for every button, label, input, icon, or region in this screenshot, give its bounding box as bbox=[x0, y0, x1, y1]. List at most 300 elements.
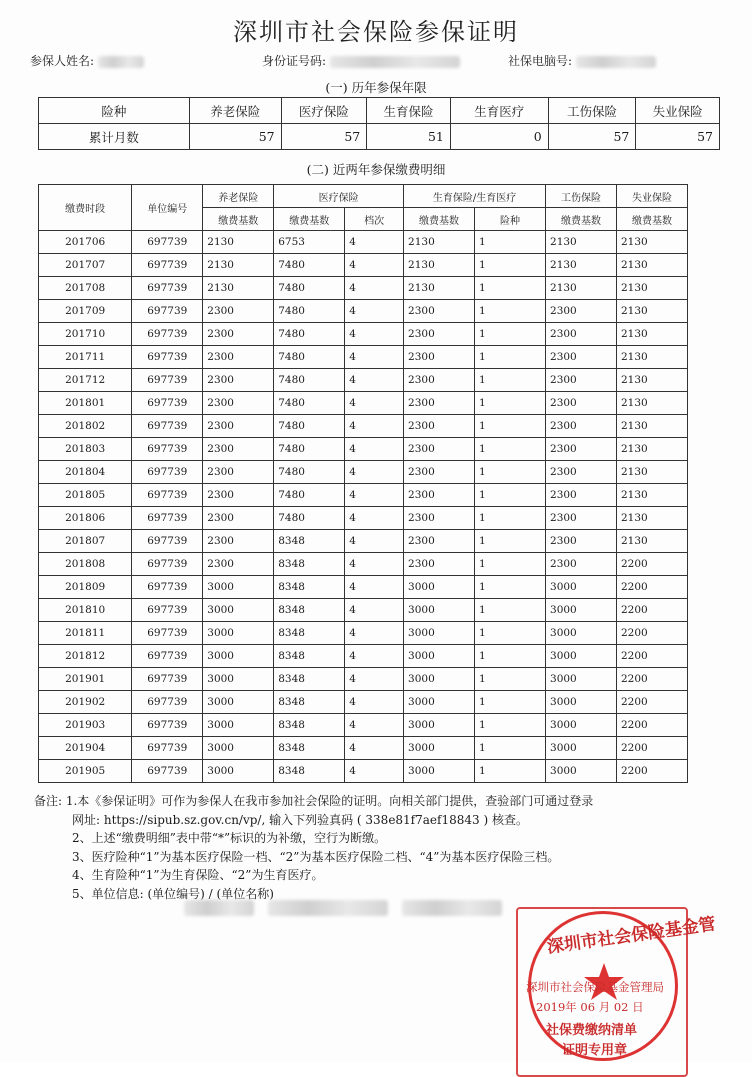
cell-unit-number: 697739 bbox=[132, 254, 203, 277]
cell-maternity-kind: 1 bbox=[475, 231, 546, 254]
cell-injury-base: 2300 bbox=[546, 392, 617, 415]
cell-unemployment-base: 2130 bbox=[617, 438, 688, 461]
header-medical-base: 缴费基数 bbox=[274, 208, 345, 231]
cell-unemployment-base: 2130 bbox=[617, 392, 688, 415]
cell-maternity-base: 2130 bbox=[404, 277, 475, 300]
cell-unit-number: 697739 bbox=[132, 438, 203, 461]
cell-unit-number: 697739 bbox=[132, 622, 203, 645]
cell-unit-number: 697739 bbox=[132, 691, 203, 714]
cell-medical-base: 8348 bbox=[274, 622, 345, 645]
cell-unit-number: 697739 bbox=[132, 369, 203, 392]
seal-line-2: 证明专用章 bbox=[562, 1043, 628, 1058]
cell-medical-base: 7480 bbox=[274, 507, 345, 530]
table-row bbox=[39, 737, 688, 760]
cell-pension-base: 2300 bbox=[203, 507, 274, 530]
cell-maternity-kind: 1 bbox=[475, 691, 546, 714]
cell-maternity-base: 3000 bbox=[404, 737, 475, 760]
cell-medical-grade: 4 bbox=[345, 438, 404, 461]
cell-injury-base: 2130 bbox=[546, 254, 617, 277]
cell-medical-base: 7480 bbox=[274, 323, 345, 346]
summary-header-cell: 生育保险 bbox=[367, 98, 451, 124]
cell-maternity-kind: 1 bbox=[475, 645, 546, 668]
cell-unit-number: 697739 bbox=[132, 461, 203, 484]
cell-medical-base: 7480 bbox=[274, 438, 345, 461]
payment-detail-table bbox=[38, 184, 688, 783]
header-unit-number: 单位编号 bbox=[132, 185, 203, 231]
cell-maternity-base: 3000 bbox=[404, 714, 475, 737]
cell-period: 201803 bbox=[39, 438, 132, 461]
cell-maternity-base: 2300 bbox=[404, 461, 475, 484]
cell-maternity-kind: 1 bbox=[475, 277, 546, 300]
cell-medical-base: 7480 bbox=[274, 277, 345, 300]
detail-table-body bbox=[39, 231, 688, 783]
cell-maternity-base: 3000 bbox=[404, 760, 475, 783]
pc-number-label: 社保电脑号: bbox=[508, 54, 573, 68]
cell-injury-base: 3000 bbox=[546, 691, 617, 714]
cell-maternity-base: 2300 bbox=[404, 369, 475, 392]
cell-medical-grade: 4 bbox=[345, 668, 404, 691]
header-medical: 医疗保险 bbox=[274, 185, 404, 208]
cell-period: 201802 bbox=[39, 415, 132, 438]
cell-unit-number: 697739 bbox=[132, 415, 203, 438]
cell-unemployment-base: 2200 bbox=[617, 737, 688, 760]
cell-injury-base: 3000 bbox=[546, 714, 617, 737]
header-pension-base: 缴费基数 bbox=[203, 208, 274, 231]
cell-maternity-base: 2130 bbox=[404, 254, 475, 277]
cell-period: 201901 bbox=[39, 668, 132, 691]
cell-pension-base: 3000 bbox=[203, 599, 274, 622]
cell-maternity-kind: 1 bbox=[475, 714, 546, 737]
summary-header-cell: 失业保险 bbox=[636, 98, 720, 124]
cell-unit-number: 697739 bbox=[132, 507, 203, 530]
cell-unemployment-base: 2200 bbox=[617, 691, 688, 714]
header-injury-base: 缴费基数 bbox=[546, 208, 617, 231]
header-injury: 工伤保险 bbox=[546, 185, 617, 208]
table-row bbox=[39, 599, 688, 622]
cell-pension-base: 2300 bbox=[203, 392, 274, 415]
cell-unit-number: 697739 bbox=[132, 760, 203, 783]
cell-unemployment-base: 2200 bbox=[617, 553, 688, 576]
cell-pension-base: 2300 bbox=[203, 484, 274, 507]
cell-pension-base: 2300 bbox=[203, 415, 274, 438]
cell-injury-base: 3000 bbox=[546, 668, 617, 691]
table-row bbox=[39, 369, 688, 392]
cell-maternity-base: 3000 bbox=[404, 576, 475, 599]
cell-unemployment-base: 2130 bbox=[617, 300, 688, 323]
cell-maternity-kind: 1 bbox=[475, 415, 546, 438]
cell-unit-number: 697739 bbox=[132, 668, 203, 691]
cell-maternity-kind: 1 bbox=[475, 323, 546, 346]
table-row bbox=[39, 507, 688, 530]
cell-injury-base: 2300 bbox=[546, 530, 617, 553]
cell-unemployment-base: 2130 bbox=[617, 530, 688, 553]
cell-pension-base: 3000 bbox=[203, 760, 274, 783]
cell-medical-grade: 4 bbox=[345, 553, 404, 576]
cell-unemployment-base: 2130 bbox=[617, 323, 688, 346]
cell-medical-grade: 4 bbox=[345, 484, 404, 507]
cell-maternity-base: 3000 bbox=[404, 599, 475, 622]
cell-period: 201805 bbox=[39, 484, 132, 507]
redacted-name bbox=[98, 56, 144, 68]
cell-maternity-base: 2300 bbox=[404, 392, 475, 415]
cell-pension-base: 2300 bbox=[203, 369, 274, 392]
cell-unit-number: 697739 bbox=[132, 553, 203, 576]
summary-header-cell: 险种 bbox=[39, 98, 190, 124]
id-number bbox=[262, 52, 460, 69]
cell-medical-base: 8348 bbox=[274, 576, 345, 599]
cell-period: 201708 bbox=[39, 277, 132, 300]
cell-maternity-kind: 1 bbox=[475, 553, 546, 576]
cell-maternity-base: 3000 bbox=[404, 691, 475, 714]
cell-injury-base: 3000 bbox=[546, 760, 617, 783]
cell-maternity-base: 2300 bbox=[404, 300, 475, 323]
cell-pension-base: 3000 bbox=[203, 737, 274, 760]
cell-unit-number: 697739 bbox=[132, 484, 203, 507]
cell-unemployment-base: 2200 bbox=[617, 760, 688, 783]
cell-medical-base: 8348 bbox=[274, 760, 345, 783]
table-row bbox=[39, 415, 688, 438]
cell-period: 201710 bbox=[39, 323, 132, 346]
remark-line-1-url: 网址: https://sipub.sz.gov.cn/vp/, 输入下列验真码 ( 338e81f7aef18843 ) 核查。 bbox=[72, 812, 528, 827]
cell-unemployment-base: 2130 bbox=[617, 277, 688, 300]
remark-line-5: 5、单位信息: (单位编号) / (单位名称) bbox=[72, 886, 274, 901]
cell-maternity-base: 2300 bbox=[404, 553, 475, 576]
cell-maternity-kind: 1 bbox=[475, 507, 546, 530]
cell-injury-base: 2130 bbox=[546, 231, 617, 254]
redacted-id-number bbox=[330, 56, 460, 68]
summary-row-label: 累计月数 bbox=[39, 124, 190, 150]
cell-period: 201707 bbox=[39, 254, 132, 277]
cell-injury-base: 2300 bbox=[546, 323, 617, 346]
table-row bbox=[39, 254, 688, 277]
cell-medical-base: 8348 bbox=[274, 737, 345, 760]
redacted-block bbox=[184, 900, 254, 916]
cell-unemployment-base: 2130 bbox=[617, 461, 688, 484]
cell-maternity-base: 2130 bbox=[404, 231, 475, 254]
summary-value-medical: 57 bbox=[281, 124, 367, 150]
cell-medical-base: 8348 bbox=[274, 553, 345, 576]
seal-org-text: 深圳市社会保险基金管理局 bbox=[526, 980, 664, 994]
section-2-title: (二) 近两年参保缴费明细 bbox=[306, 162, 446, 177]
cell-period: 201709 bbox=[39, 300, 132, 323]
redacted-block bbox=[402, 900, 502, 916]
cell-maternity-base: 2300 bbox=[404, 438, 475, 461]
cell-pension-base: 2300 bbox=[203, 530, 274, 553]
cell-medical-grade: 4 bbox=[345, 645, 404, 668]
cell-medical-grade: 4 bbox=[345, 415, 404, 438]
document-title: 深圳市社会保险参保证明 bbox=[233, 18, 519, 46]
cell-period: 201902 bbox=[39, 691, 132, 714]
cell-period: 201711 bbox=[39, 346, 132, 369]
cell-pension-base: 3000 bbox=[203, 691, 274, 714]
summary-value-injury: 57 bbox=[548, 124, 636, 150]
cell-pension-base: 2300 bbox=[203, 346, 274, 369]
table-row bbox=[39, 346, 688, 369]
cell-maternity-kind: 1 bbox=[475, 760, 546, 783]
cell-maternity-kind: 1 bbox=[475, 438, 546, 461]
header-maternity-kind: 险种 bbox=[475, 208, 546, 231]
cell-period: 201903 bbox=[39, 714, 132, 737]
cell-maternity-kind: 1 bbox=[475, 530, 546, 553]
cell-maternity-kind: 1 bbox=[475, 346, 546, 369]
summary-value-unemployment: 57 bbox=[636, 124, 720, 150]
cell-injury-base: 2300 bbox=[546, 415, 617, 438]
cell-medical-grade: 4 bbox=[345, 392, 404, 415]
cell-maternity-kind: 1 bbox=[475, 576, 546, 599]
cell-period: 201811 bbox=[39, 622, 132, 645]
cell-injury-base: 2300 bbox=[546, 461, 617, 484]
cell-unit-number: 697739 bbox=[132, 323, 203, 346]
table-row bbox=[39, 760, 688, 783]
header-unemployment: 失业保险 bbox=[617, 185, 688, 208]
cell-medical-base: 6753 bbox=[274, 231, 345, 254]
cell-pension-base: 2300 bbox=[203, 323, 274, 346]
cell-injury-base: 2130 bbox=[546, 277, 617, 300]
cell-maternity-kind: 1 bbox=[475, 300, 546, 323]
cell-medical-base: 7480 bbox=[274, 369, 345, 392]
cell-medical-grade: 4 bbox=[345, 300, 404, 323]
cell-unemployment-base: 2130 bbox=[617, 415, 688, 438]
cell-maternity-base: 2300 bbox=[404, 530, 475, 553]
section-1-title: (一) 历年参保年限 bbox=[325, 80, 427, 95]
cell-maternity-base: 2300 bbox=[404, 507, 475, 530]
cell-medical-base: 8348 bbox=[274, 714, 345, 737]
cell-maternity-base: 3000 bbox=[404, 622, 475, 645]
cell-unit-number: 697739 bbox=[132, 300, 203, 323]
insured-name-label: 参保人姓名: bbox=[30, 54, 95, 68]
summary-value-pension: 57 bbox=[189, 124, 281, 150]
cell-unit-number: 697739 bbox=[132, 392, 203, 415]
table-row bbox=[39, 231, 688, 254]
cell-medical-grade: 4 bbox=[345, 461, 404, 484]
cell-maternity-base: 2300 bbox=[404, 323, 475, 346]
insured-info-row bbox=[30, 52, 722, 70]
table-row bbox=[39, 300, 688, 323]
cell-unemployment-base: 2200 bbox=[617, 576, 688, 599]
cell-injury-base: 3000 bbox=[546, 737, 617, 760]
cell-unit-number: 697739 bbox=[132, 645, 203, 668]
cell-unemployment-base: 2130 bbox=[617, 484, 688, 507]
cell-medical-grade: 4 bbox=[345, 231, 404, 254]
cell-medical-grade: 4 bbox=[345, 576, 404, 599]
summary-header-cell: 养老保险 bbox=[189, 98, 281, 124]
id-number-label: 身份证号码: bbox=[262, 54, 327, 68]
cell-unemployment-base: 2130 bbox=[617, 254, 688, 277]
cell-unit-number: 697739 bbox=[132, 277, 203, 300]
cell-medical-grade: 4 bbox=[345, 737, 404, 760]
cell-pension-base: 3000 bbox=[203, 668, 274, 691]
header-unemployment-base: 缴费基数 bbox=[617, 208, 688, 231]
cell-injury-base: 3000 bbox=[546, 576, 617, 599]
cell-period: 201712 bbox=[39, 369, 132, 392]
cell-period: 201810 bbox=[39, 599, 132, 622]
cell-unemployment-base: 2200 bbox=[617, 645, 688, 668]
cell-unemployment-base: 2130 bbox=[617, 369, 688, 392]
seal-date: 2019年 06 月 02 日 bbox=[536, 1000, 644, 1014]
summary-header-cell: 工伤保险 bbox=[548, 98, 636, 124]
cell-medical-grade: 4 bbox=[345, 323, 404, 346]
table-row bbox=[39, 484, 688, 507]
cell-injury-base: 2300 bbox=[546, 369, 617, 392]
cell-medical-grade: 4 bbox=[345, 507, 404, 530]
cell-injury-base: 3000 bbox=[546, 622, 617, 645]
summary-value-maternity: 51 bbox=[367, 124, 451, 150]
official-seal bbox=[512, 903, 717, 1062]
cell-injury-base: 2300 bbox=[546, 484, 617, 507]
cell-medical-grade: 4 bbox=[345, 254, 404, 277]
cell-maternity-kind: 1 bbox=[475, 392, 546, 415]
cell-period: 201809 bbox=[39, 576, 132, 599]
cell-injury-base: 2300 bbox=[546, 346, 617, 369]
cell-medical-grade: 4 bbox=[345, 369, 404, 392]
header-medical-grade: 档次 bbox=[345, 208, 404, 231]
cell-unemployment-base: 2200 bbox=[617, 714, 688, 737]
remark-line-4: 4、生育险种“1”为生育保险、“2”为生育医疗。 bbox=[72, 868, 324, 882]
cell-pension-base: 2130 bbox=[203, 254, 274, 277]
cell-medical-base: 7480 bbox=[274, 415, 345, 438]
cell-medical-base: 8348 bbox=[274, 668, 345, 691]
seal-line-1: 社保费缴纳清单 bbox=[546, 1023, 638, 1038]
cell-period: 201804 bbox=[39, 461, 132, 484]
cell-unemployment-base: 2200 bbox=[617, 668, 688, 691]
cell-medical-grade: 4 bbox=[345, 691, 404, 714]
detail-header-row-1 bbox=[39, 185, 688, 208]
table-row bbox=[39, 553, 688, 576]
table-row bbox=[39, 323, 688, 346]
table-row bbox=[39, 530, 688, 553]
cell-unemployment-base: 2200 bbox=[617, 622, 688, 645]
cell-maternity-kind: 1 bbox=[475, 599, 546, 622]
cell-unemployment-base: 2200 bbox=[617, 599, 688, 622]
cell-period: 201905 bbox=[39, 760, 132, 783]
table-row bbox=[39, 714, 688, 737]
cell-injury-base: 3000 bbox=[546, 599, 617, 622]
remark-line-3: 3、医疗险种“1”为基本医疗保险一档、“2”为基本医疗保险二档、“4”为基本医疗保险三档。 bbox=[72, 849, 560, 864]
cell-pension-base: 2300 bbox=[203, 461, 274, 484]
cell-unit-number: 697739 bbox=[132, 714, 203, 737]
cell-unit-number: 697739 bbox=[132, 576, 203, 599]
insured-name bbox=[30, 52, 144, 69]
cell-medical-base: 7480 bbox=[274, 461, 345, 484]
cell-pension-base: 3000 bbox=[203, 576, 274, 599]
summary-header-cell: 生育医疗 bbox=[450, 98, 548, 124]
table-row bbox=[39, 691, 688, 714]
cell-medical-base: 8348 bbox=[274, 599, 345, 622]
cell-pension-base: 3000 bbox=[203, 714, 274, 737]
cell-period: 201904 bbox=[39, 737, 132, 760]
cell-maternity-base: 3000 bbox=[404, 668, 475, 691]
redacted-unit-info bbox=[180, 900, 502, 922]
cell-period: 201807 bbox=[39, 530, 132, 553]
redacted-block bbox=[268, 900, 388, 916]
table-row bbox=[39, 438, 688, 461]
redacted-pc-number bbox=[576, 56, 656, 68]
social-security-pc-number bbox=[508, 52, 656, 69]
summary-header-row bbox=[39, 98, 720, 124]
cell-medical-base: 8348 bbox=[274, 530, 345, 553]
header-maternity-base: 缴费基数 bbox=[404, 208, 475, 231]
cell-maternity-kind: 1 bbox=[475, 737, 546, 760]
cell-maternity-kind: 1 bbox=[475, 668, 546, 691]
cell-unit-number: 697739 bbox=[132, 231, 203, 254]
table-row bbox=[39, 668, 688, 691]
cell-unit-number: 697739 bbox=[132, 599, 203, 622]
cell-pension-base: 2300 bbox=[203, 553, 274, 576]
cell-maternity-base: 2300 bbox=[404, 415, 475, 438]
summary-header-cell: 医疗保险 bbox=[281, 98, 367, 124]
remark-line-1: 备注: 1.本《参保证明》可作为参保人在我市参加社会保险的证明。向相关部门提供，查验部门可通过登录 bbox=[34, 794, 594, 808]
cell-unemployment-base: 2130 bbox=[617, 231, 688, 254]
cell-maternity-kind: 1 bbox=[475, 484, 546, 507]
cell-medical-grade: 4 bbox=[345, 599, 404, 622]
cell-medical-grade: 4 bbox=[345, 714, 404, 737]
cell-pension-base: 2300 bbox=[203, 438, 274, 461]
cell-medical-grade: 4 bbox=[345, 277, 404, 300]
cell-injury-base: 3000 bbox=[546, 645, 617, 668]
summary-value-row bbox=[39, 124, 720, 150]
table-row bbox=[39, 392, 688, 415]
summary-value-maternity-medical: 0 bbox=[450, 124, 548, 150]
table-row bbox=[39, 576, 688, 599]
cell-maternity-kind: 1 bbox=[475, 254, 546, 277]
table-row bbox=[39, 461, 688, 484]
cell-unemployment-base: 2130 bbox=[617, 507, 688, 530]
cell-maternity-kind: 1 bbox=[475, 461, 546, 484]
cell-pension-base: 2130 bbox=[203, 231, 274, 254]
cell-medical-grade: 4 bbox=[345, 530, 404, 553]
cell-period: 201808 bbox=[39, 553, 132, 576]
cell-medical-base: 7480 bbox=[274, 300, 345, 323]
cell-pension-base: 3000 bbox=[203, 622, 274, 645]
cell-maternity-base: 3000 bbox=[404, 645, 475, 668]
table-row bbox=[39, 277, 688, 300]
header-maternity: 生育保险/生育医疗 bbox=[404, 185, 546, 208]
cell-maternity-base: 2300 bbox=[404, 346, 475, 369]
cell-injury-base: 2300 bbox=[546, 507, 617, 530]
header-period: 缴费时段 bbox=[39, 185, 132, 231]
cell-medical-base: 7480 bbox=[274, 392, 345, 415]
cell-medical-base: 7480 bbox=[274, 254, 345, 277]
cell-period: 201801 bbox=[39, 392, 132, 415]
cell-medical-grade: 4 bbox=[345, 760, 404, 783]
cell-medical-base: 8348 bbox=[274, 645, 345, 668]
table-row bbox=[39, 622, 688, 645]
cell-medical-grade: 4 bbox=[345, 622, 404, 645]
seal-arc-text: 深圳市社会保险基金管 bbox=[545, 914, 717, 958]
cell-period: 201812 bbox=[39, 645, 132, 668]
cell-pension-base: 3000 bbox=[203, 645, 274, 668]
cell-medical-base: 7480 bbox=[274, 484, 345, 507]
cell-maternity-kind: 1 bbox=[475, 369, 546, 392]
cell-maternity-base: 2300 bbox=[404, 484, 475, 507]
cell-unit-number: 697739 bbox=[132, 530, 203, 553]
cell-unit-number: 697739 bbox=[132, 737, 203, 760]
header-pension: 养老保险 bbox=[203, 185, 274, 208]
cell-medical-base: 7480 bbox=[274, 346, 345, 369]
cell-medical-base: 8348 bbox=[274, 691, 345, 714]
cell-injury-base: 2300 bbox=[546, 553, 617, 576]
cell-unemployment-base: 2130 bbox=[617, 346, 688, 369]
cell-injury-base: 2300 bbox=[546, 300, 617, 323]
remark-line-2: 2、上述“缴费明细”表中带“*”标识的为补缴，空行为断缴。 bbox=[72, 831, 387, 845]
cell-medical-grade: 4 bbox=[345, 346, 404, 369]
cell-maternity-kind: 1 bbox=[475, 622, 546, 645]
cell-pension-base: 2130 bbox=[203, 277, 274, 300]
cell-period: 201806 bbox=[39, 507, 132, 530]
remarks bbox=[34, 792, 714, 903]
cell-unit-number: 697739 bbox=[132, 346, 203, 369]
cell-period: 201706 bbox=[39, 231, 132, 254]
